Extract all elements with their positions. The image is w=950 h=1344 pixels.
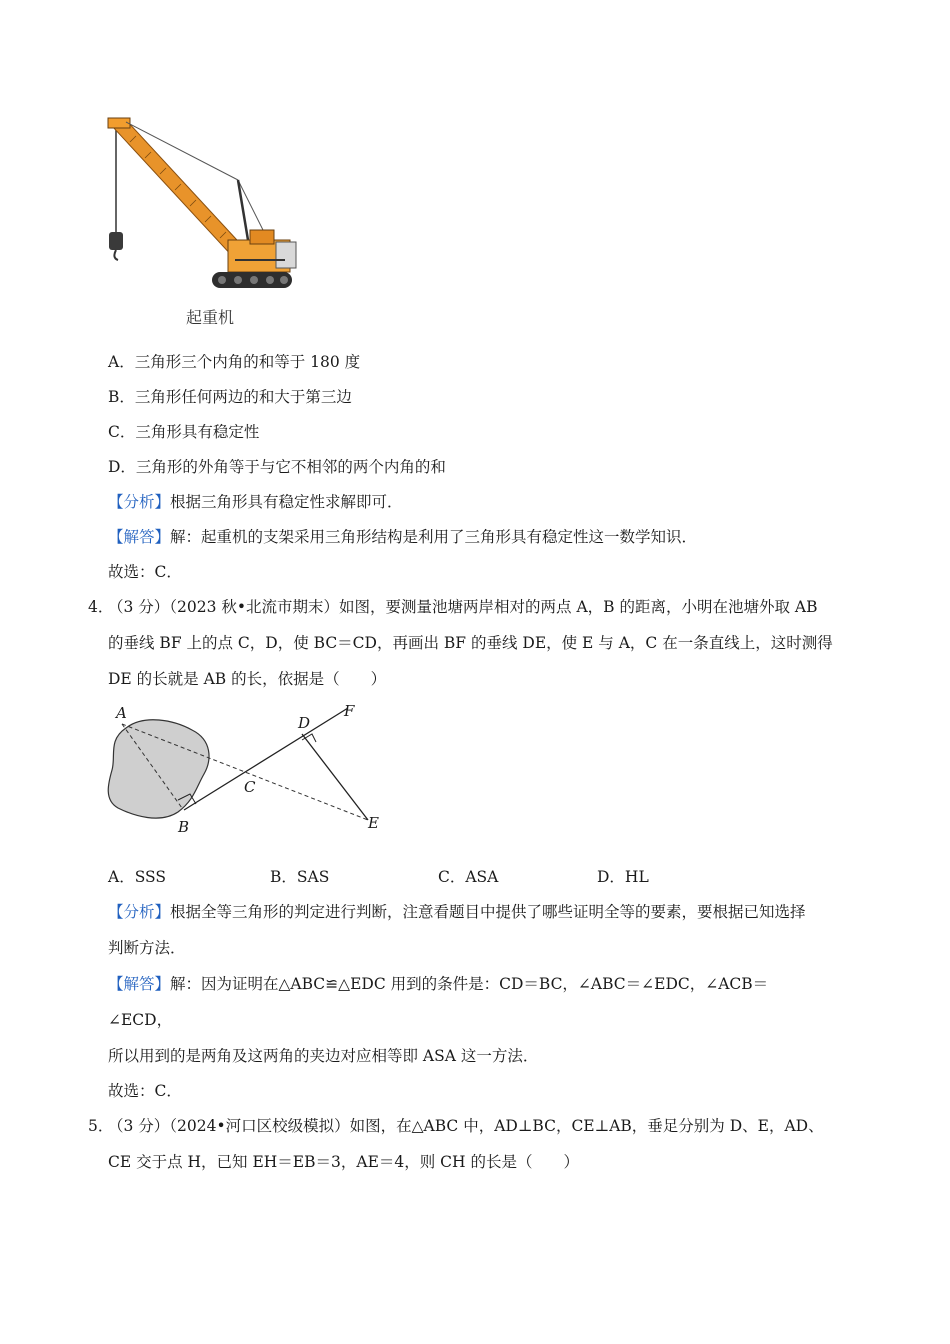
q4-option-b: B．SAS [270, 868, 330, 886]
q5-stem-line1: （3 分）（2024•河口区校级模拟）如图，在△ABC 中，AD⊥BC，CE⊥AB，垂足分别为 D、E，AD、 [108, 1117, 824, 1135]
q3-answer [108, 526, 697, 548]
q3-option-c: C．三角形具有稳定性 [108, 423, 260, 441]
label-c: C [244, 778, 256, 796]
q4-stem-line2: 的垂线 BF 上的点 C，D，使 BC＝CD，再画出 BF 的垂线 DE，使 E 与 A，C 在一条直线上，这时测得 [108, 634, 833, 652]
q4-answer-line2: ∠ECD， [108, 1011, 173, 1029]
segment-de [302, 734, 368, 820]
label-b: B [178, 818, 190, 836]
q4-option-c: C．ASA [438, 868, 499, 886]
label-a: A [116, 704, 127, 722]
crane-caption: 起重机 [186, 308, 235, 327]
crane-illustration [100, 112, 310, 302]
analysis-tag: 【分析】 [108, 493, 171, 511]
q4-analysis-line2: 判断方法． [108, 939, 186, 957]
answer-tag: 【解答】 [108, 975, 171, 993]
q4-stem-line1: （3 分）（2023 秋•北流市期末）如图，要测量池塘两岸相对的两点 A，B 的距离，小明在池塘外取 AB [108, 598, 818, 616]
pond-geometry-figure [104, 700, 394, 840]
answer-text: 解：起重机的支架采用三角形结构是利用了三角形具有稳定性这一数学知识． [170, 528, 698, 546]
q3-analysis [108, 491, 403, 513]
q4-choice: 故选：C． [108, 1082, 182, 1100]
q5-stem-line2: CE 交于点 H，已知 EH＝EB＝3，AE＝4，则 CH 的长是（ ） [108, 1153, 579, 1171]
label-f: F [344, 702, 355, 720]
analysis-tag: 【分析】 [108, 903, 171, 921]
q4-answer-line3: 所以用到的是两角及这两角的夹边对应相等即 ASA 这一方法． [108, 1047, 539, 1065]
analysis-text: 根据全等三角形的判定进行判断，注意看题目中提供了哪些证明全等的要素，要根据已知选择 [170, 903, 806, 921]
answer-tag: 【解答】 [108, 528, 171, 546]
q4-option-a: A．SSS [108, 868, 167, 886]
q3-option-b: B．三角形任何两边的和大于第三边 [108, 388, 352, 406]
q3-option-d: D．三角形的外角等于与它不相邻的两个内角的和 [108, 458, 446, 476]
q3-choice: 故选：C． [108, 563, 182, 581]
q4-number: 4． [88, 598, 114, 616]
q4-answer-line1 [108, 973, 768, 995]
label-d: D [298, 714, 311, 732]
analysis-text: 根据三角形具有稳定性求解即可． [170, 493, 403, 511]
q4-stem-line3: DE 的长就是 AB 的长，依据是（ ） [108, 670, 387, 688]
q4-option-d: D．HL [597, 868, 649, 886]
answer-text: 解：因为证明在△ABC≌△EDC 用到的条件是：CD＝BC，∠ABC＝∠EDC，∠ACB＝ [170, 975, 769, 993]
q4-analysis-line1 [108, 901, 806, 923]
q5-number: 5． [88, 1117, 114, 1135]
q3-option-a: A．三角形三个内角的和等于 180 度 [108, 353, 361, 371]
label-e: E [368, 814, 379, 832]
